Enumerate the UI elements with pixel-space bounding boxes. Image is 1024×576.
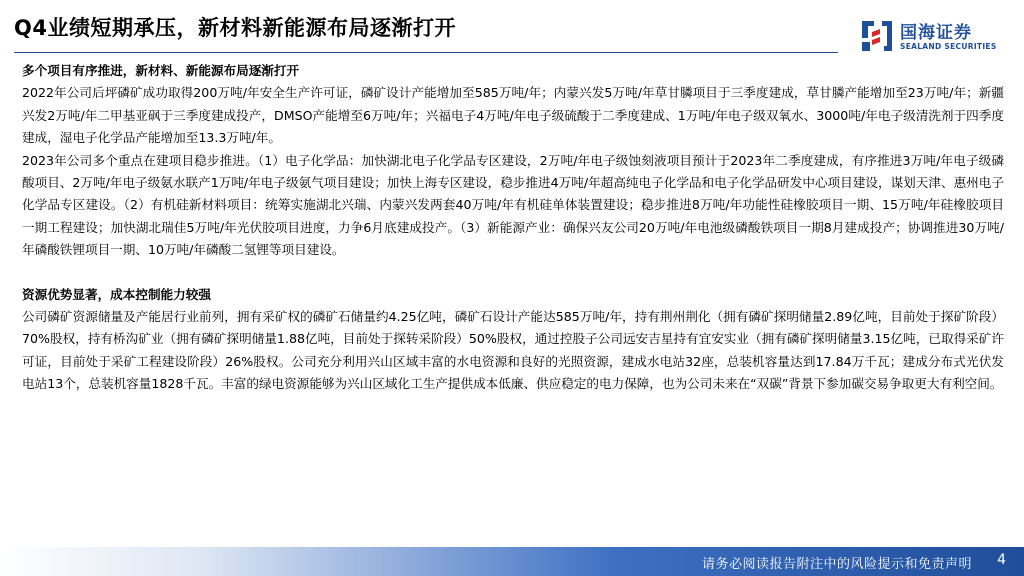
logo-name-cn: 国海证券 [900,23,972,43]
sealand-logo-icon [860,18,894,54]
logo-name-en: SEALAND SECURITIES [900,42,997,51]
footer-disclaimer: 请务必阅读报告附注中的风险提示和免责声明 [701,557,972,572]
section-heading: 多个项目有序推进，新材料、新能源布局逐渐打开 [22,63,300,78]
footer-bar [0,547,1024,576]
paragraph: 公司磷矿资源储量及产能居行业前列，拥有采矿权的磷矿石储量约4.25亿吨，磷矿石设计产能达585万吨/年，持有荆州荆化（拥有磷矿探明储量2.89亿吨，目前处于探矿阶段）70%股权，持有桥沟矿业（拥有磷矿探明储量1.88亿吨，目前处于探转采阶段）50%股权，通过控股子公司远安吉星持有宜安实业（拥有磷矿探明储量3.15亿吨，已取得采矿许可证，目前处于采矿工程建设阶段）26%股权。公司充分利用兴山区域丰富的水电资源和良好的光照资源，建成水电站32座，总装机容量达到17.84万千瓦；建成分布式光伏发电站13个，总装机容量1828千瓦。丰富的绿电资源能够为兴山区域化工生产提供成本低廉、供应稳定的电力保障，也为公司未来在“双碳”背景下参加碳交易争取更大有利空间。 [22,309,1004,392]
section-heading: 资源优势显著，成本控制能力较强 [22,286,211,302]
page-number: 4 [997,552,1006,568]
section-spacer [22,262,1004,284]
paragraph: 2022年公司后坪磷矿成功取得200万吨/年安全生产许可证，磷矿设计产能增加至585万吨/年；内蒙兴发5万吨/年草甘膦项目于三季度建成，草甘膦产能增加至23万吨/年；新疆兴发2万吨/年二甲基亚砜于三季度建成投产，DMSO产能增至6万吨/年；兴福电子4万吨/年电子级硫酸于二季度建成、1万吨/年电子级双氧水、3000吨/年电子级清洗剂于四季度建成，湿电子化学品产能增加至13.3万吨/年。 [22,85,1004,146]
company-logo [860,18,1010,58]
report-body [22,60,1004,396]
page-title: Q4业绩短期承压，新材料新能源布局逐渐打开 [14,16,456,40]
header-rule [14,52,838,53]
paragraph: 2023年公司多个重点在建项目稳步推进。（1）电子化学品：加快湖北电子化学品专区建设，2万吨/年电子级蚀刻液项目预计于2023年二季度建成，有序推进3万吨/年电子级磷酸项目、2万吨/年电子级氨水联产1万吨/年电子级氨气项目建设；加快上海专区建设，稳步推进4万吨/年超高纯电子化学品和电子化学品研发中心项目建设，谋划天津、惠州电子化学品专区建设。（2）有机硅新材料项目：统筹实施湖北兴瑞、内蒙兴发两套40万吨/年有机硅单体装置建设；稳步推进8万吨/年功能性硅橡胶项目一期、15万吨/年硅橡胶项目一期工程建设；加快湖北瑞佳5万吨/年光伏胶项目进度，力争6月底建成投产。（3）新能源产业：确保兴友公司20万吨/年电池级磷酸铁项目一期8月建成投产；协调推进30万吨/年磷酸铁锂项目一期、10万吨/年磷酸二氢锂等项目建设。 [22,152,1004,258]
